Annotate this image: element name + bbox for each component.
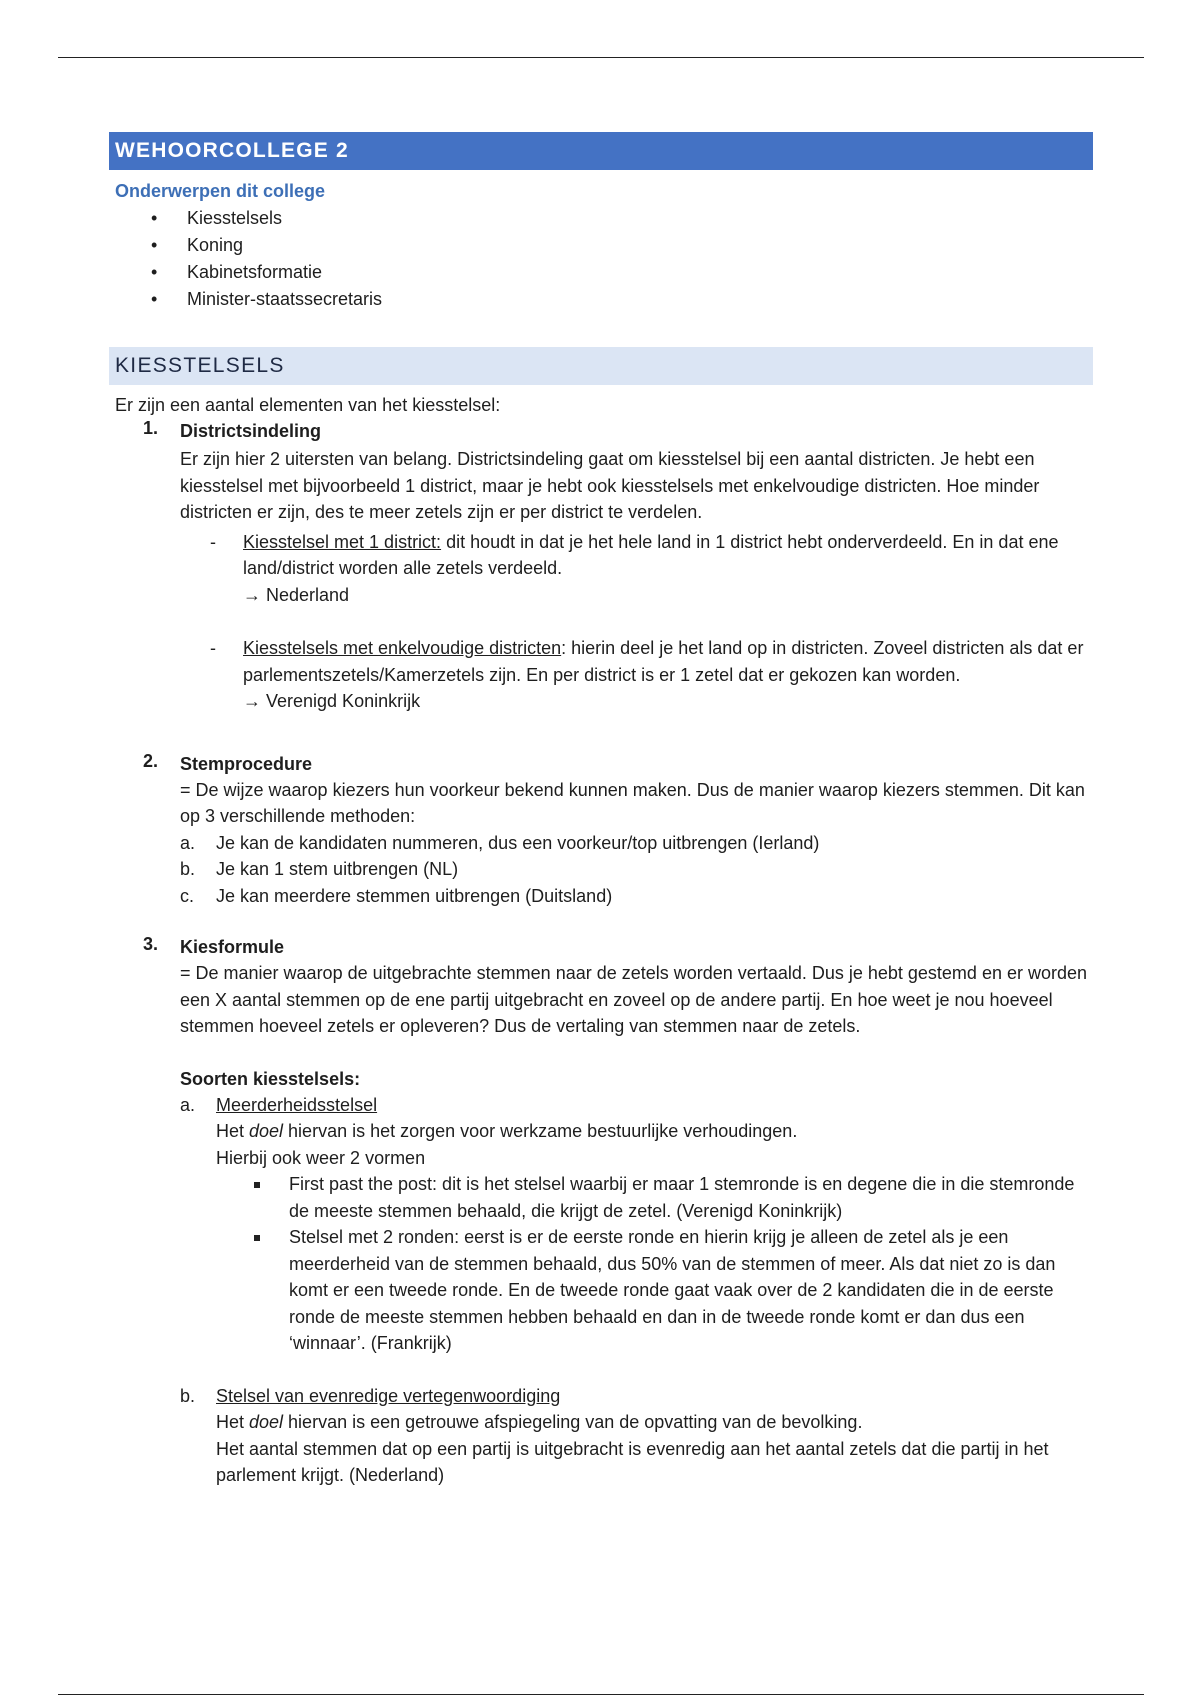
page-title: WEHOORCOLLEGE 2: [109, 132, 1093, 170]
top-rule: [58, 57, 1144, 58]
types-heading: Soorten kiesstelsels:: [180, 1068, 361, 1089]
type-title: Stelsel van evenredige vertegenwoordiging: [216, 1385, 561, 1406]
type-proportional: b. Stelsel van evenredige vertegenwoordiging Het doel hiervan is een getrouwe afspiegeling van de opvatting van de bevolking. Het aantal stemmen dat op een partij is uitgebracht is evenredig aan het aantal zetels dat die partij in het parlement krijgt. (Nederland): [180, 1383, 1093, 1489]
item-text: = De manier waarop de uitgebrachte stemmen naar de zetels worden vertaald. Dus je hebt gestemd en er worden een X aantal stemmen op de ene partij uitgebracht en zoveel op de andere partij. En hoe weet je nou hoeveel stemmen hoeveel zetels er opleveren? Dus de vertaling van stemmen naar de zetels.: [180, 963, 1088, 1036]
section-intro: Er zijn een aantal elementen van het kiesstelsel:: [115, 395, 501, 415]
section-heading: KIESSTELSELS: [109, 347, 1093, 385]
item-number: 2.: [143, 750, 159, 771]
item-districtsindeling: [109, 418, 1093, 715]
example: → Verenigd Koninkrijk: [243, 691, 421, 711]
term: Kiesstelsel met 1 district:: [243, 531, 442, 552]
list-item: c. Je kan meerdere stemmen uitbrengen (Duitsland): [180, 885, 613, 906]
list-item: a. Je kan de kandidaten nummeren, dus een voorkeur/top uitbrengen (Ierland): [180, 832, 820, 853]
term-text: dit houdt in dat je het hele land in 1 district hebt onderverdeeld. En in dat ene land/district worden alle zetels verdeeld.: [243, 531, 1059, 578]
term: Kiesstelsels met enkelvoudige districten: [243, 638, 562, 658]
list-item: • Kabinetsformatie: [109, 259, 1093, 286]
type-goal: Het doel hiervan is het zorgen voor werkzame bestuurlijke verhoudingen.: [216, 1121, 798, 1141]
item-number: 3.: [143, 934, 159, 954]
type-description: Het aantal stemmen dat op een partij is uitgebracht is evenredig aan het aantal zetels dat die partij in het parlement krijgt. (Nederland): [216, 1438, 1049, 1485]
list-item: First past the post: dit is het stelsel waarbij er maar 1 stemronde is en degene die in die stemronde de meeste stemmen behaald, die krijgt de zetel. (Verenigd Koninkrijk): [216, 1171, 1093, 1224]
item-text: = De wijze waarop kiezers hun voorkeur bekend kunnen maken. Dus de manier waarop kiezers stemmen. Dit kan op 3 verschillende methoden:: [180, 779, 1085, 826]
dash-item-single-member-districts: [180, 635, 1093, 715]
type-forms: Hierbij ook weer 2 vormen: [216, 1147, 426, 1168]
dash-marker: -: [210, 531, 216, 552]
term-text: : hierin deel je het land op in districten. Zoveel districten als dat er parlementszetels/Kamerzetels zijn. En per district is er 1 zetel dat er gekozen kan worden.: [243, 638, 1084, 685]
item-title: Districtsindeling: [180, 421, 322, 441]
bottom-rule: [58, 1694, 1144, 1695]
dash-marker: -: [210, 638, 216, 658]
square-bullet: [254, 1182, 260, 1188]
item-number: 1.: [143, 418, 159, 438]
type-majority: a. Meerderheidsstelsel Het doel hiervan is het zorgen voor werkzame bestuurlijke verhoudingen. Hierbij ook weer 2 vormen First past the post: dit is het stelsel waarbij er maar 1 stemronde is en degene die in die stemronde de meeste stemmen behaald, die krijgt de zetel. (Verenigd Koninkrijk) Stelsel met 2 ronden: eerst is er de eerste ronde en hierin krijg je alleen de zetel als je een meerderheid van de stemmen behaald, dus 50% van de stemmen of meer. Als dat niet zo is dan komt er een tweede ronde. En de tweede ronde gaat vaak over de 2 kandidaten die in de eerste ronde de meeste stemmen hebben behaald en dan in de tweede ronde komt er dan dus een ‘winnaar’. (Frankrijk): [180, 1092, 1093, 1357]
type-goal: Het doel hiervan is een getrouwe afspiegeling van de opvatting van de bevolking.: [216, 1412, 863, 1432]
topics-list: [109, 205, 1093, 313]
item-title: Kiesformule: [180, 937, 285, 957]
topics-heading: Onderwerpen dit college: [115, 181, 326, 201]
list-item: Stelsel met 2 ronden: eerst is er de eerste ronde en hierin krijg je alleen de zetel als je een meerderheid van de stemmen behaald, dus 50% van de stemmen of meer. Als dat niet zo is dan komt er een tweede ronde. En de tweede ronde gaat vaak over de 2 kandidaten die in de eerste ronde de meeste stemmen hebben behaald en dan in de tweede ronde komt er dan dus een ‘winnaar’. (Frankrijk): [216, 1224, 1093, 1357]
item-stemprocedure: [109, 751, 1093, 910]
list-item: • Minister-staatssecretaris: [109, 286, 1093, 313]
item-text: Er zijn hier 2 uitersten van belang. Districtsindeling gaat om kiesstelsel bij een aantal districten. Je hebt een kiesstelsel met bijvoorbeeld 1 district, maar je hebt ook kiesstelsels met enkelvoudige districten. Hoe minder districten er zijn, des te meer zetels zijn er per district te verdelen.: [180, 449, 1040, 522]
example: → Nederland: [243, 584, 350, 605]
document-body: [109, 132, 1093, 1489]
square-bullet: [254, 1235, 260, 1241]
list-item: • Koning: [109, 232, 1093, 259]
type-title: Meerderheidsstelsel: [216, 1094, 378, 1115]
list-item: • Kiesstelsels: [109, 205, 1093, 232]
dash-item-single-district: [180, 529, 1093, 609]
list-item: b. Je kan 1 stem uitbrengen (NL): [180, 859, 459, 879]
item-kiesformule: [109, 934, 1093, 1489]
item-title: Stemprocedure: [180, 753, 313, 774]
